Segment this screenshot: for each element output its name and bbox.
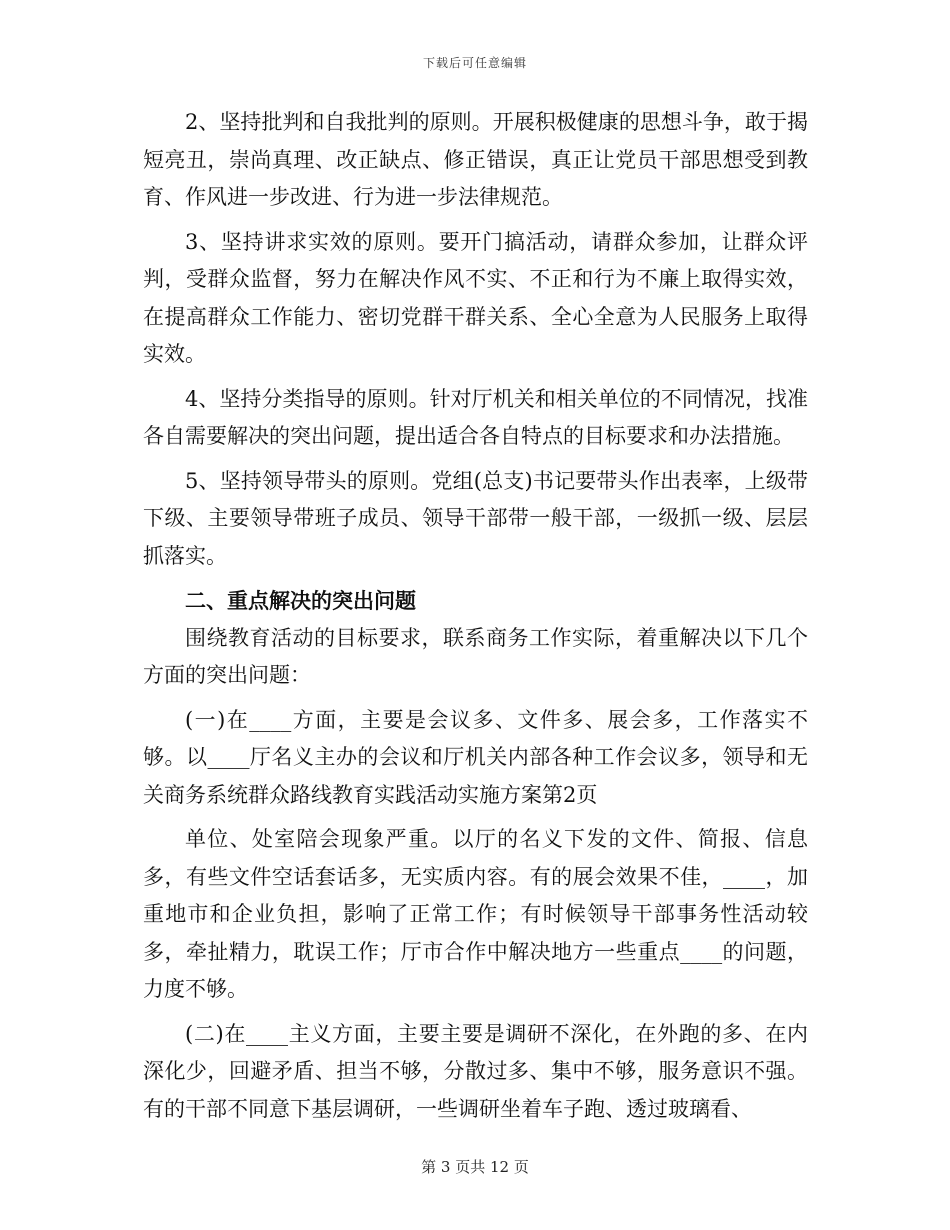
paragraph-issue-1-continued: 单位、处室陪会现象严重。以厅的名义下发的文件、简报、信息多，有些文件空话套话多，无实质内容。有的展会效果不佳，____，加重地市和企业负担，影响了正常工作；有时候领导干部事务性活动较多，牵扯精力，耽误工作；厅市合作中解决地方一些重点____的问题，力度不够。: [143, 827, 808, 1001]
paragraph-principle-3: 3、坚持讲求实效的原则。要开门搞活动，请群众参加，让群众评判，受群众监督，努力在解决作风不实、不正和行为不廉上取得实效，在提高群众工作能力、密切党群干群关系、全心全意为人民服务上取得实效。: [143, 229, 808, 366]
paragraph-intro: 围绕教育活动的目标要求，联系商务工作实际，着重解决以下几个方面的突出问题：: [143, 625, 808, 687]
paragraph-issue-1: (一)在____方面，主要是会议多、文件多、展会多，工作落实不够。以____厅名义主办的会议和厅机关内部各种工作会议多，领导和无关商务系统群众路线教育实践活动实施方案第2页: [143, 707, 808, 807]
document-body: [143, 104, 808, 1128]
page-header: 下载后可任意编辑: [422, 56, 527, 70]
paragraph-principle-2: 2、坚持批判和自我批判的原则。开展积极健康的思想斗争，敢于揭短亮丑，崇尚真理、改正缺点、修正错误，真正让党员干部思想受到教育、作风进一步改进、行为进一步法律规范。: [143, 110, 808, 209]
section-heading: 二、重点解决的突出问题: [185, 588, 416, 613]
paragraph-principle-4: 4、坚持分类指导的原则。针对厅机关和相关单位的不同情况，找准各自需要解决的突出问题，提出适合各自特点的目标要求和办法措施。: [143, 386, 808, 448]
paragraph-principle-5: 5、坚持领导带头的原则。党组(总支)书记要带头作出表率，上级带下级、主要领导带班子成员、领导干部带一般干部，一级抓一级、层层抓落实。: [143, 468, 808, 568]
page-footer: 第 3 页共 12 页: [421, 1158, 529, 1176]
paragraph-issue-2: (二)在____主义方面，主要主要是调研不深化，在外跑的多、在内深化少，回避矛盾、担当不够，分散过多、集中不够，服务意识不强。有的干部不同意下基层调研，一些调研坐着车子跑、透过玻璃看、: [143, 1021, 808, 1121]
